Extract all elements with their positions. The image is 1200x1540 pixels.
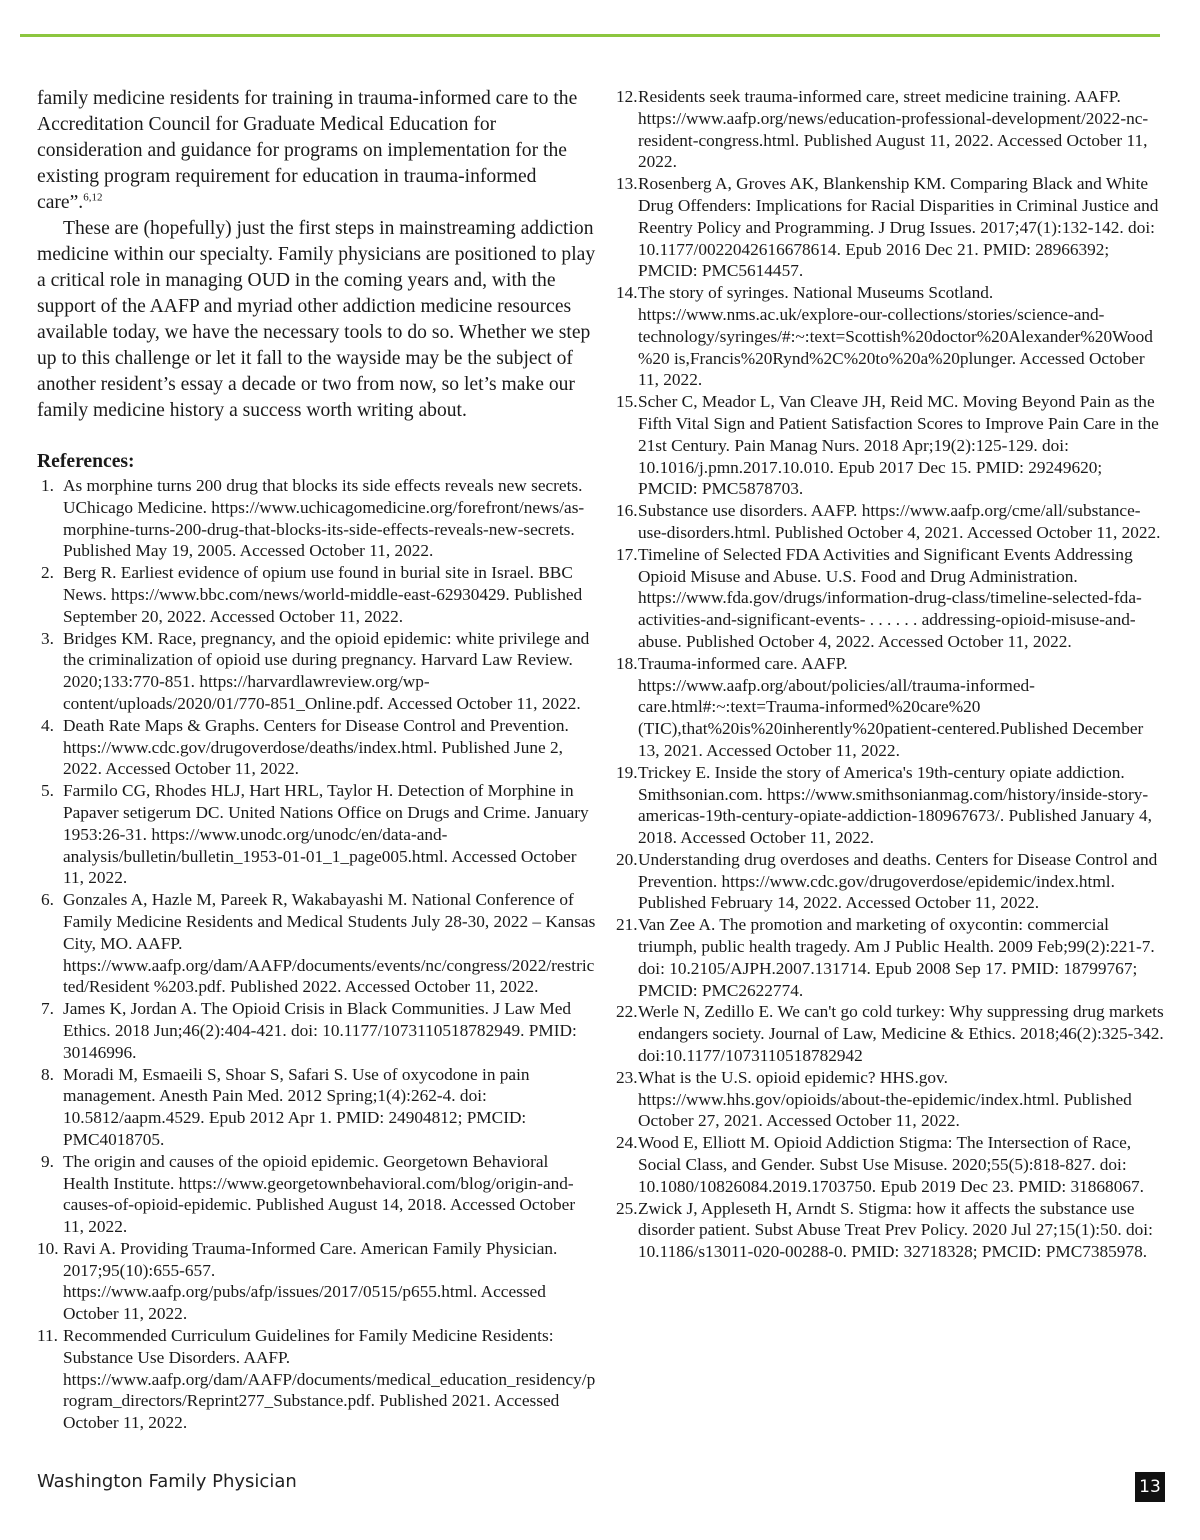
reference-number: 11. — [37, 1326, 58, 1346]
reference-text: Bridges KM. Race, pregnancy, and the opioid epidemic: white privilege and the criminalization of opioid use during pregnancy. Harvard Law Review. 2020;133:770-851. https://harvardlawreview.org/wp-content/uploads/2020/01/770-851_Online.pdf. Accessed October 11, 2022. — [63, 628, 590, 713]
reference-number: 2. — [41, 563, 54, 583]
reference-text: Recommended Curriculum Guidelines for Family Medicine Residents: Substance Use Disorders. AAFP. https://www.aafp.org/dam/AAFP/documents/medical_education_residency/program_directors/Reprint277_Substance.pdf. Published 2021. Accessed October 11, 2022. — [63, 1326, 596, 1433]
reference-item — [37, 889, 597, 998]
reference-item — [616, 653, 1164, 762]
reference-text: The origin and causes of the opioid epidemic. Georgetown Behavioral Health Institute. https://www.georgetownbehavioral.com/blog/origin-and-causes-of-opioid-epidemic. Published August 14, 2018. Accessed October 11, 2022. — [63, 1151, 576, 1237]
reference-number: 10. — [37, 1238, 59, 1258]
references-list-left — [37, 475, 597, 1434]
reference-item — [616, 282, 1164, 391]
reference-text: Scher C, Meador L, Van Cleave JH, Reid MC. Moving Beyond Pain as the Fifth Vital Sign and Patient Satisfaction Scores to Improve Pain Care in the 21st Century. Pain Manag Nurs. 2018 Apr;19(2):125-129. doi: 10.1016/j.pmn.2017.10.010. Epub 2017 Dec 15. PMID: 29249620; PMCID: PMC5878703. — [638, 392, 1159, 499]
reference-item — [37, 998, 597, 1063]
reference-number: 24. — [616, 1133, 638, 1153]
reference-item — [37, 1325, 597, 1434]
body-paragraph-2: These are (hopefully) just the first steps in mainstreaming addiction medicine within our specialty. Family physicians are positioned to play a critical role in managing OUD in the coming years and, with the support of the AAFP and myriad other addiction medicine resources available today, we have the necessary tools to do so. Whether we step up to this challenge or let it fall to the wayside may be the subject of another resident’s essay a decade or two from now, so let’s make our family medicine history a success worth writing about. — [37, 218, 596, 421]
reference-item — [616, 1067, 1164, 1132]
reference-text: Wood E, Elliott M. Opioid Addiction Stigma: The Intersection of Race, Social Class, and Gender. Subst Use Misuse. 2020;55(5):818-827. doi: 10.1080/10826084.2019.1703750. Epub 2019 Dec 23. PMID: 31868067. — [638, 1133, 1144, 1196]
reference-text: As morphine turns 200 drug that blocks its side effects reveals new secrets. UChicago Medicine. https://www.uchicagomedicine.org/forefront/news/as-morphine-turns-200-drug-that-blocks-its-side-effects-reveals-new-secrets. Published May 19, 2005. Accessed October 11, 2022. — [63, 476, 585, 561]
reference-text: Farmilo CG, Rhodes HLJ, Hart HRL, Taylor H. Detection of Morphine in Papaver setigerum DC. United Nations Office on Drugs and Crime. January 1953:26-31. https://www.unodc.org/unodc/en/data-and-analysis/bulletin/bulletin_1953-01-01_1_page005.html. Accessed October 11, 2022. — [63, 781, 589, 888]
reference-number: 16. — [616, 501, 638, 521]
reference-number: 13. — [616, 174, 638, 194]
reference-item — [616, 86, 1164, 173]
reference-item — [37, 780, 597, 889]
reference-text: Berg R. Earliest evidence of opium use found in burial site in Israel. BBC News. https://www.bbc.com/news/world-middle-east-62930429. Published September 20, 2022. Accessed October 11, 2022. — [63, 563, 583, 626]
reference-text: James K, Jordan A. The Opioid Crisis in Black Communities. J Law Med Ethics. 2018 Jun;46(2):404-421. doi: 10.1177/1073110518782949. PMID: 30146996. — [63, 999, 577, 1062]
right-column — [616, 86, 1164, 1263]
reference-number: 25. — [616, 1198, 638, 1218]
reference-number: 15. — [616, 392, 638, 412]
reference-number: 12. — [616, 87, 638, 106]
reference-number: 21. — [616, 915, 638, 935]
reference-number: 7. — [41, 999, 54, 1019]
reference-item — [37, 628, 597, 715]
reference-item — [616, 500, 1164, 544]
reference-item — [616, 1132, 1164, 1197]
body-paragraph-1 — [37, 86, 597, 216]
reference-number: 4. — [41, 715, 54, 735]
reference-item — [616, 762, 1164, 849]
reference-number: 6. — [41, 890, 54, 910]
reference-number: 8. — [41, 1064, 54, 1084]
reference-item — [37, 475, 597, 562]
left-column — [37, 86, 597, 1434]
reference-item — [616, 914, 1164, 1001]
reference-text: The story of syringes. National Museums Scotland. https://www.nms.ac.uk/explore-our-collections/stories/science-and-technology/syringes/#:~:text=Scottish%20doctor%20Alexander%20Wood%20 is,Francis%20Rynd%2C%20to%20a%20plunger. Accessed October 11, 2022. — [638, 283, 1153, 390]
reference-text: Moradi M, Esmaeili S, Shoar S, Safari S. Use of oxycodone in pain management. Anesth Pain Med. 2012 Spring;1(4):262-4. doi: 10.5812/aapm.4529. Epub 2012 Apr 1. PMID: 24904812; PMCID: PMC4018705. — [63, 1064, 530, 1149]
top-accent-rule — [20, 34, 1160, 37]
reference-text: Rosenberg A, Groves AK, Blankenship KM. Comparing Black and White Drug Offenders: Implications for Racial Disparities in Criminal Justice and Reentry Policy and Programming. J Drug Issues. 2017;47(1):132-142. doi: 10.1177/0022042616678614. Epub 2016 Dec 21. PMID: 28966392; PMCID: PMC5614457. — [638, 174, 1159, 281]
reference-text: Zwick J, Appleseth H, Arndt S. Stigma: how it affects the substance use disorder patient. Subst Abuse Treat Prev Policy. 2020 Jul 27;15(1):50. doi: 10.1186/s13011-020-00288-0. PMID: 32718328; PMCID: PMC7385978. — [638, 1198, 1153, 1262]
reference-number: 1. — [41, 476, 54, 495]
reference-number: 17. — [616, 544, 638, 564]
reference-number: 3. — [41, 628, 54, 648]
reference-item — [37, 715, 597, 780]
reference-text: Residents seek trauma-informed care, street medicine training. AAFP. https://www.aafp.org/news/education-professional-development/2022-nc-resident-congress.html. Published August 11, 2022. Accessed October 11, 2022. — [638, 87, 1149, 172]
reference-number: 18. — [616, 653, 638, 673]
reference-number: 20. — [616, 849, 638, 869]
page-number-badge: 13 — [1135, 1472, 1165, 1502]
references-heading: References: — [37, 451, 135, 472]
reference-number: 9. — [41, 1151, 54, 1171]
reference-item — [37, 1064, 597, 1151]
reference-number: 5. — [41, 781, 54, 801]
reference-item — [37, 1151, 597, 1238]
reference-text: Trickey E. Inside the story of America's 19th-century opiate addiction. Smithsonian.com. https://www.smithsonianmag.com/history/inside-story-americas-19th-century-opiate-addiction-180967673/. Published January 4, 2018. Accessed October 11, 2022. — [638, 762, 1152, 848]
reference-item — [616, 1001, 1164, 1066]
reference-item — [616, 849, 1164, 914]
reference-item — [616, 1198, 1164, 1263]
reference-text: Trauma-informed care. AAFP. https://www.aafp.org/about/policies/all/trauma-informed-care.html#:~:text=Trauma-informed%20care%20 (TIC),that%20is%20inherently%20patient-centered.Published December 13, 2021. Accessed October 11, 2022. — [638, 653, 1144, 760]
citation-superscript: 6,12 — [83, 191, 103, 204]
reference-item — [616, 173, 1164, 282]
reference-item — [616, 391, 1164, 500]
reference-item — [37, 1238, 597, 1325]
reference-text: Ravi A. Providing Trauma-Informed Care. American Family Physician. 2017;95(10):655-657. https://www.aafp.org/pubs/afp/issues/2017/0515/p655.html. Accessed October 11, 2022. — [63, 1238, 558, 1324]
reference-text: What is the U.S. opioid epidemic? HHS.gov. https://www.hhs.gov/opioids/about-the-epidemic/index.html. Published October 27, 2021. Accessed October 11, 2022. — [638, 1067, 1132, 1131]
reference-text: Substance use disorders. AAFP. https://www.aafp.org/cme/all/substance-use-disorders.html. Published October 4, 2021. Accessed October 11, 2022. — [638, 501, 1161, 542]
reference-text: Understanding drug overdoses and deaths. Centers for Disease Control and Prevention. https://www.cdc.gov/drugoverdose/epidemic/index.html. Published February 14, 2022. Accessed October 11, 2022. — [638, 849, 1158, 913]
reference-number: 14. — [616, 283, 638, 303]
reference-number: 23. — [616, 1067, 638, 1087]
reference-text: Gonzales A, Hazle M, Pareek R, Wakabayashi M. National Conference of Family Medicine Residents and Medical Students July 28-30, 2022 – Kansas City, MO. AAFP. https://www.aafp.org/dam/AAFP/documents/events/nc/congress/2022/restricted/Resident %203.pdf. Published 2022. Accessed October 11, 2022. — [63, 890, 596, 997]
reference-number: 19. — [616, 762, 638, 782]
reference-number: 22. — [616, 1002, 638, 1022]
reference-item — [616, 544, 1164, 653]
reference-text: Death Rate Maps & Graphs. Centers for Disease Control and Prevention. https://www.cdc.gov/drugoverdose/deaths/index.html. Published June 2, 2022. Accessed October 11, 2022. — [63, 715, 569, 779]
reference-text: Timeline of Selected FDA Activities and Significant Events Addressing Opioid Misuse and Abuse. U.S. Food and Drug Administration. https://www.fda.gov/drugs/information-drug-class/timeline-selected-fda-activities-and-significant-events- . . . . . . addressing-opioid-misuse-and-abuse. Published October 4, 2022. Accessed October 11, 2022. — [638, 544, 1142, 651]
footer-publication-title: Washington Family Physician — [37, 1471, 297, 1492]
reference-text: Van Zee A. The promotion and marketing of oxycontin: commercial triumph, public health tragedy. Am J Public Health. 2009 Feb;99(2):221-7. doi: 10.2105/AJPH.2007.131714. Epub 2008 Sep 17. PMID: 18799767; PMCID: PMC2622774. — [638, 915, 1155, 1000]
references-list-right — [616, 86, 1164, 1263]
reference-text: Werle N, Zedillo E. We can't go cold turkey: Why suppressing drug markets endangers society. Journal of Law, Medicine & Ethics. 2018;46(2):325-342. doi:10.1177/1073110518782942 — [638, 1002, 1164, 1066]
reference-item — [37, 562, 597, 627]
body-paragraph-1-text: family medicine residents for training in trauma-informed care to the Accreditation Council for Graduate Medical Education for consideration and guidance for programs on implementation for the existing program requirement for education in trauma-informed care”. — [37, 88, 578, 213]
